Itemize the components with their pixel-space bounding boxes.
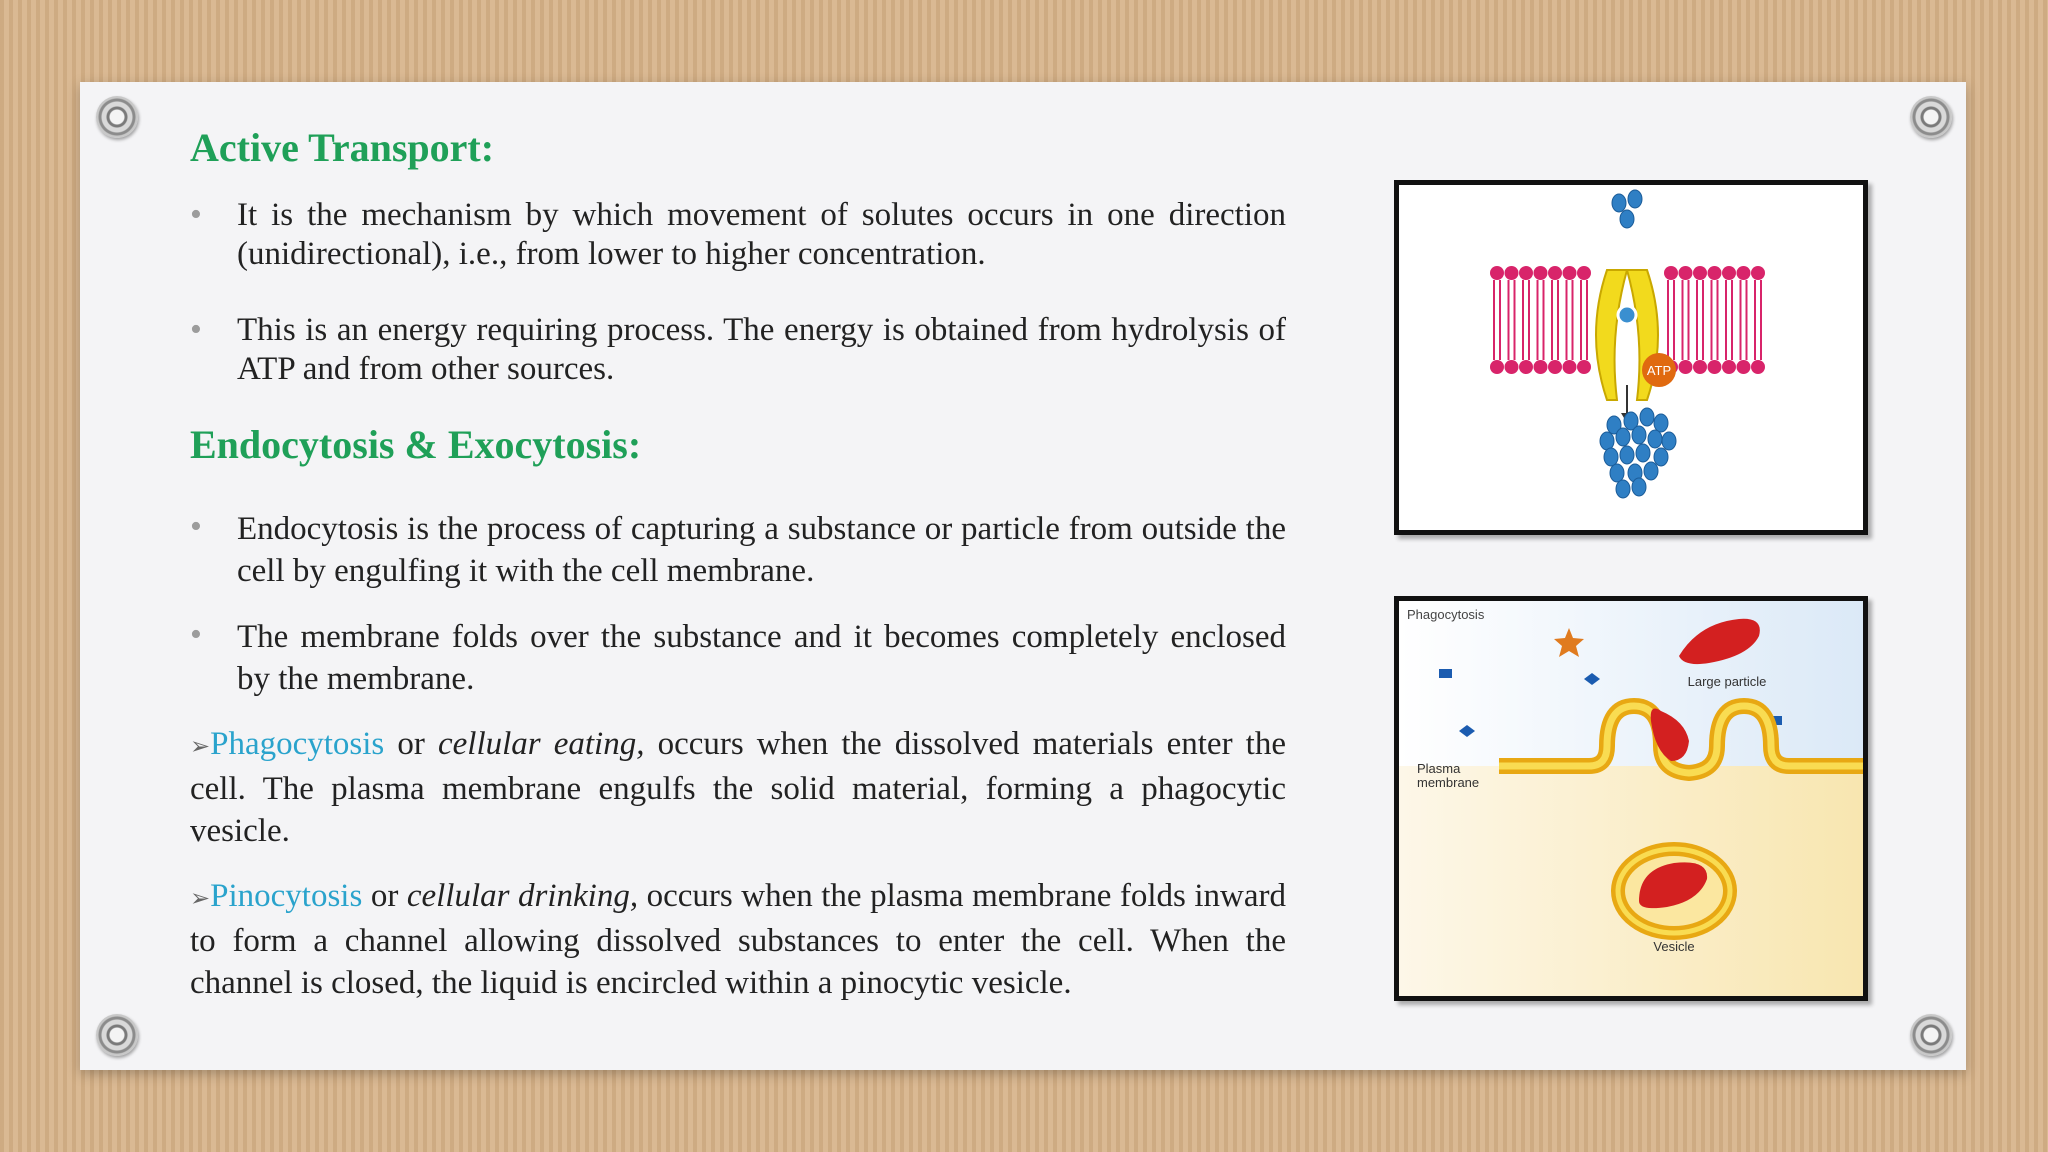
bullet-item: [190, 311, 1286, 389]
solute-dot: [1610, 464, 1624, 482]
membrane-pump-diagram: [1399, 185, 1863, 530]
bullet-dot-icon: •: [190, 508, 202, 545]
bullet-item: [190, 508, 1286, 592]
italic-phrase: cellular eating,: [437, 726, 645, 762]
rivet-bottom-right: [1910, 1014, 1952, 1056]
solute-dot: [1632, 478, 1646, 496]
solute-dot: [1600, 432, 1614, 450]
bullet-text: Endocytosis is the process of capturing a substance or particle from outside the cell by engulfing it with the cell membrane.: [237, 511, 1286, 589]
phagocytosis-figure: [1394, 596, 1868, 1001]
plasma-label-line1: Plasma: [1417, 761, 1461, 776]
bullet-text: The membrane folds over the substance and it becomes completely enclosed by the membrane.: [237, 619, 1286, 697]
connector-text: or: [384, 726, 438, 762]
bullet-dot-icon: •: [190, 311, 202, 348]
vesicle-label: Vesicle: [1653, 939, 1695, 954]
heading-active-transport: Active Transport:: [190, 125, 495, 170]
bullet-dot-icon: •: [190, 616, 202, 653]
pinocytosis-paragraph: [190, 875, 1286, 1004]
pinocytosis-term: Pinocytosis: [210, 878, 363, 914]
phagocytosis-paragraph: [190, 723, 1286, 852]
bullet-item: [190, 616, 1286, 700]
bullet-text: It is the mechanism by which movement of solutes occurs in one direction (unidirectional), i.e., from lower to higher concentration.: [237, 197, 1286, 272]
arrow-bullet-icon: ➢: [190, 734, 211, 760]
phagocytosis-term: Phagocytosis: [210, 726, 385, 762]
rivet-bottom-left: [96, 1014, 138, 1056]
large-particle-label: Large particle: [1687, 674, 1767, 689]
rivet-top-right: [1910, 96, 1952, 138]
solute-dot: [1644, 462, 1658, 480]
solute-dot: [1612, 194, 1626, 212]
active-transport-figure: [1394, 180, 1868, 535]
phagocytosis-title: Phagocytosis: [1407, 607, 1485, 622]
bullet-text: This is an energy requiring process. The energy is obtained from hydrolysis of ATP and from other sources.: [237, 312, 1286, 387]
phagocytosis-description: occurs when the dissolved materials enter the cell. The plasma membrane engulfs the solid material, forming a phagocytic vesicle.: [190, 726, 1286, 849]
solute-dot: [1616, 480, 1630, 498]
solute-dot: [1662, 432, 1676, 450]
solute-dot: [1632, 426, 1646, 444]
heading-endocytosis-exocytosis: Endocytosis & Exocytosis:: [190, 422, 642, 467]
bullet-item: [190, 196, 1286, 274]
italic-phrase: cellular drinking,: [406, 878, 639, 914]
rivet-top-left: [96, 96, 138, 138]
atp-label: ATP: [1646, 363, 1672, 378]
phagocytosis-diagram: [1399, 601, 1863, 996]
solute-dot: [1654, 448, 1668, 466]
solute-dot: [1616, 428, 1630, 446]
solute-dot: [1636, 444, 1650, 462]
pinocytosis-description: occurs when the plasma membrane folds inward to form a channel allowing dissolved substances to enter the cell. When the channel is closed, the liquid is encircled within a pinocytic vesicle.: [190, 878, 1287, 1001]
plasma-label-line2: membrane: [1417, 775, 1480, 790]
solute-dot: [1628, 190, 1642, 208]
solute-dot: [1640, 408, 1654, 426]
solute-dot: [1604, 448, 1618, 466]
solute-dot: [1620, 210, 1634, 228]
solute-dot: [1620, 446, 1634, 464]
solute-dot: [1648, 430, 1662, 448]
arrow-bullet-icon: ➢: [190, 886, 211, 912]
bullet-dot-icon: •: [190, 196, 202, 233]
solute-dot: [1654, 414, 1668, 432]
connector-text: or: [362, 878, 407, 914]
